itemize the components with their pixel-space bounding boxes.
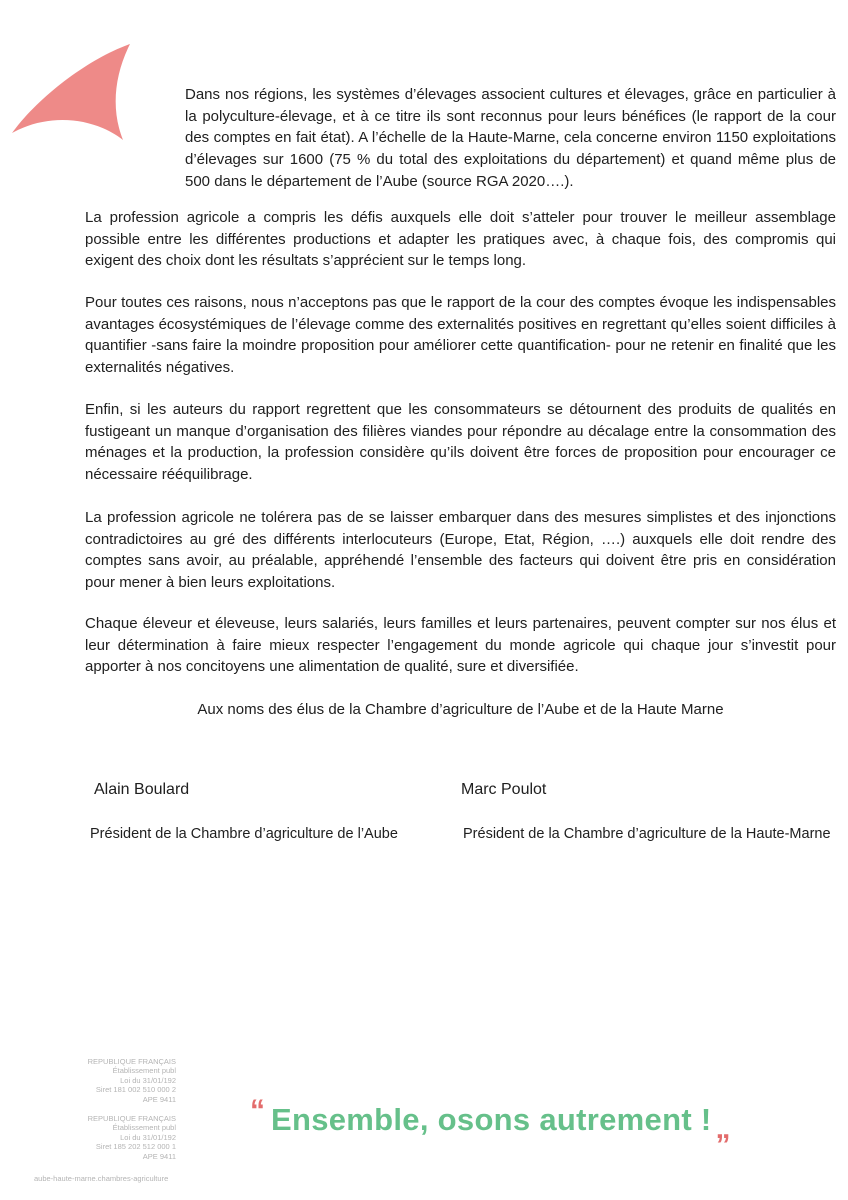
- closing-line: Aux noms des élus de la Chambre d’agriculture de l’Aube et de la Haute Marne: [197, 701, 724, 718]
- paragraph-3: Pour toutes ces raisons, nous n’acceptons pas que le rapport de la cour des comptes évoque les indispensables avantages écosystémiques de l’élevage comme des externalités positives en regrettant qu’elles soient difficiles à quantifier -sans faire la moindre proposition pour améliorer cette quantification- pour ne retenir en finalité que les externalités négatives.: [85, 294, 836, 377]
- signatory-role-aube: Président de la Chambre d’agriculture de l’Aube: [90, 826, 398, 842]
- signatory-role-haute-marne: Président de la Chambre d’agriculture de la Haute-Marne: [463, 826, 831, 842]
- signatory-name-aube: Alain Boulard: [94, 781, 190, 798]
- paragraph-4: Enfin, si les auteurs du rapport regrettent que les consommateurs se détournent des produits de qualités en fustigeant un manque d’organisation des filières viandes pour répondre au décalage entre la consommation des ménages et la production, la profession considère qu’ils doivent être forces de proposition pour encourager ce nécessaire rééquilibrage.: [85, 401, 836, 484]
- legal-line: APE 9411: [142, 1094, 176, 1104]
- legal-line: Établissement publ: [112, 1066, 176, 1076]
- legal-block-2: [30, 1114, 176, 1161]
- slogan: [250, 1094, 731, 1145]
- paragraph-6: Chaque éleveur et éleveuse, leurs salariés, leurs familles et leurs partenaires, peuvent compter sur nos élus et leur détermination à faire mieux respecter l’engagement du monde agricole qui chaque jour s’investit pour apporter à nos concitoyens une alimentation de qualité, sure et diversifiée.: [85, 615, 836, 676]
- open-quote-icon: “: [250, 1094, 265, 1127]
- legal-line: APE 9411: [142, 1151, 176, 1161]
- legal-line: REPUBLIQUE FRANÇAIS: [87, 1114, 176, 1123]
- legal-block-1: [30, 1057, 176, 1104]
- legal-line: Loi du 31/01/192: [120, 1075, 176, 1085]
- red-arrow-logo-icon: [0, 0, 140, 145]
- legal-line: Siret 185 202 512 000 1: [95, 1142, 176, 1152]
- paragraph-2: La profession agricole a compris les défis auxquels elle doit s’atteler pour trouver le meilleur assemblage possible entre les différentes productions et adapter les pratiques avec, à chaque fois, des compromis qui exigent des choix dont les résultats s’apprécient sur le temps long.: [85, 209, 836, 270]
- paragraph-5: La profession agricole ne tolérera pas de se laisser embarquer dans des mesures simplistes et des injonctions contradictoires au gré des différents interlocuteurs (Europe, Etat, Région, ….) auxquels elle doit rendre des comptes sans avoir, au préalable, appréhendé l’ensemble des facteurs qui doivent être pris en considération pour mener à bien leurs exploitations.: [85, 509, 836, 592]
- legal-line: Siret 181 002 510 000 2: [95, 1085, 176, 1095]
- legal-line: REPUBLIQUE FRANÇAIS: [87, 1057, 176, 1066]
- legal-line: Établissement publ: [112, 1123, 176, 1133]
- paragraph-1: Dans nos régions, les systèmes d’élevages associent cultures et élevages, grâce en particulier à la polyculture-élevage, et à ce titre ils sont reconnus pour leurs bénéfices (le rapport de la cour des comptes en fait état). A l’échelle de la Haute-Marne, cela concerne environ 1150 exploitations d’élevages sur 1600 (75 % du total des exploitations du département) et quand même plus de 500 dans le département de l’Aube (source RGA 2020….).: [185, 86, 836, 190]
- close-quote-icon: „: [715, 1112, 731, 1145]
- website-url: aube-haute-marne.chambres-agriculture: [34, 1174, 169, 1183]
- legal-line: Loi du 31/01/192: [120, 1132, 176, 1142]
- signatory-name-haute-marne: Marc Poulot: [461, 781, 547, 798]
- slogan-text: Ensemble, osons autrement !: [271, 1102, 712, 1137]
